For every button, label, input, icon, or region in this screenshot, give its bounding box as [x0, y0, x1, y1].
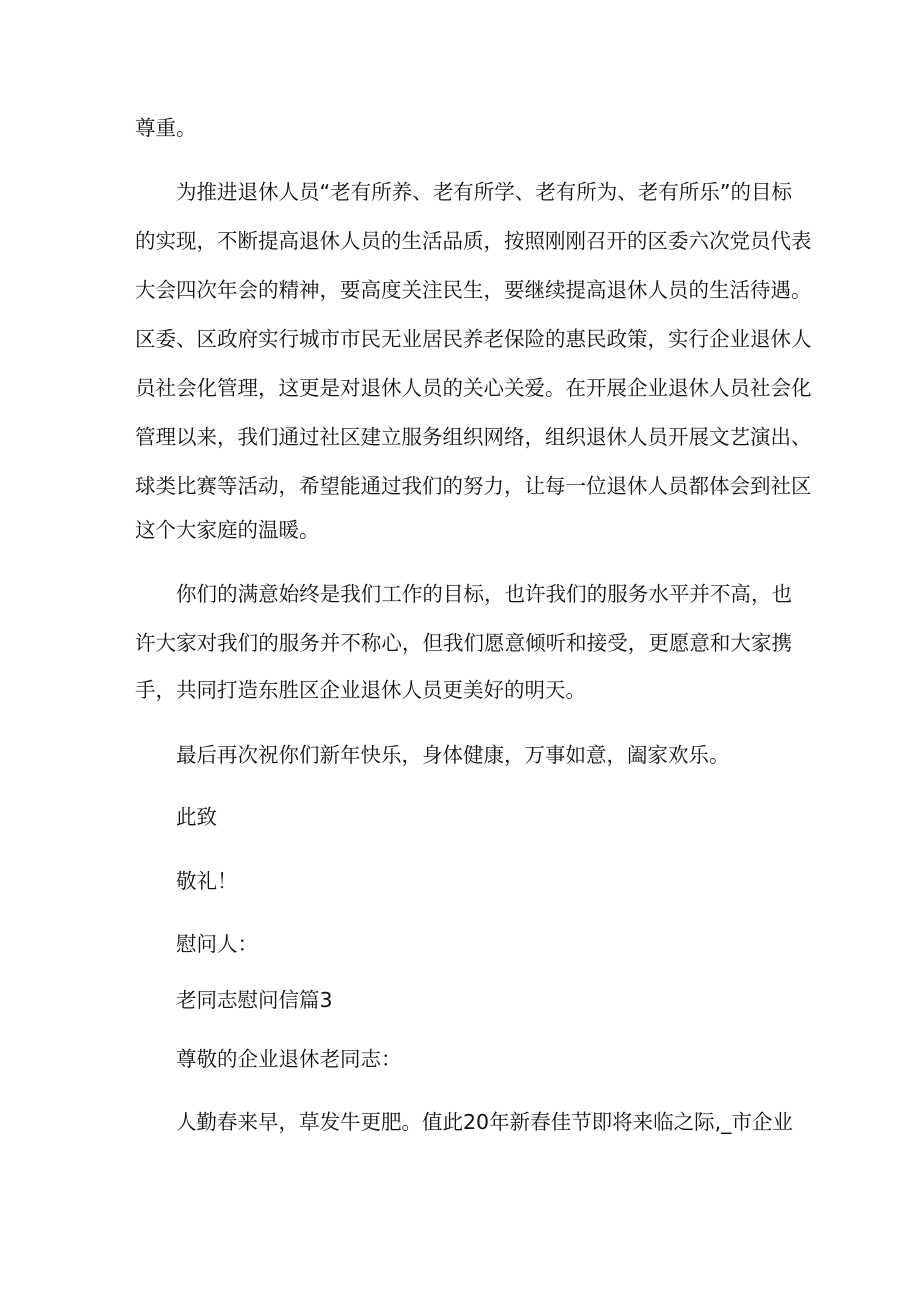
section-title: 老同志慰问信篇3 — [176, 988, 333, 1012]
text-line: 区委、区政府实行城市市民无业居民养老保险的惠民政策，实行企业退休人 — [135, 327, 812, 351]
signature-label: 慰问人： — [176, 932, 258, 956]
text-line: 尊重。 — [135, 116, 197, 140]
text-line: 员社会化管理，这更是对退休人员的关心关爱。在开展企业退休人员社会化 — [135, 376, 812, 400]
text-line: 手，共同打造东胜区企业退休人员更美好的明天。 — [135, 678, 586, 702]
closing-wish: 最后再次祝你们新年快乐，身体健康，万事如意，阖家欢乐。 — [176, 743, 730, 767]
text-line: 管理以来，我们通过社区建立服务组织网络，组织退休人员开展文艺演出、 — [135, 425, 812, 449]
salutation-cizhi: 此致 — [176, 805, 217, 829]
text-line: 大会四次年会的精神，要高度关注民生，要继续提高退休人员的生活待遇。 — [135, 278, 812, 302]
salutation-jingli: 敬礼！ — [176, 869, 238, 893]
text-line: 人勤春来早，草发牛更肥。值此20年新春佳节即将来临之际,_市企业 — [176, 1110, 793, 1134]
paragraph-first-line: 为推进退休人员“老有所养、老有所学、老有所为、老有所乐”的目标 — [176, 180, 792, 204]
text-line: 球类比赛等活动，希望能通过我们的努力，让每一位退休人员都体会到社区 — [135, 474, 812, 498]
text-line: 这个大家庭的温暖。 — [135, 518, 320, 542]
letter-greeting: 尊敬的企业退休老同志： — [176, 1047, 402, 1071]
text-line: 许大家对我们的服务并不称心，但我们愿意倾听和接受，更愿意和大家携 — [135, 631, 792, 655]
text-line: 的实现，不断提高退休人员的生活品质，按照刚刚召开的区委六次党员代表 — [135, 229, 812, 253]
paragraph-first-line: 你们的满意始终是我们工作的目标，也许我们的服务水平并不高，也 — [176, 582, 792, 606]
